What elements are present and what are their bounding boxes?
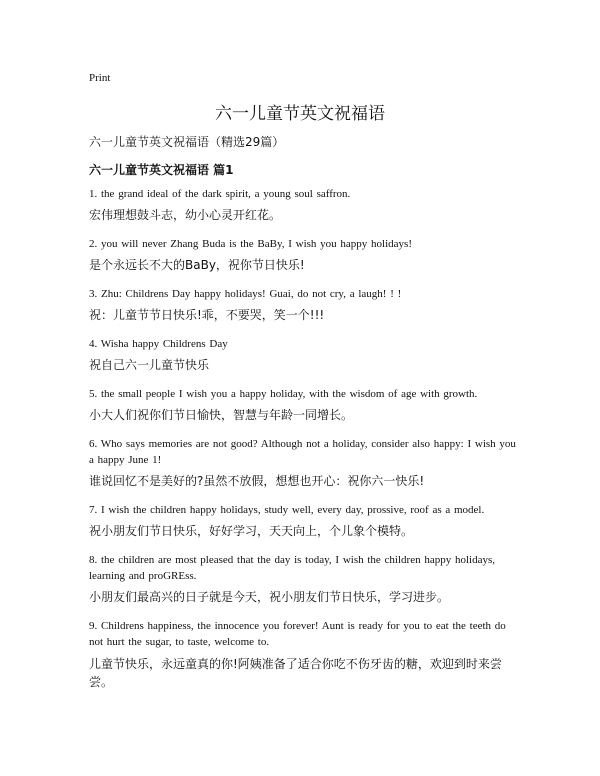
english-blessing: 1. the grand ideal of the dark spirit, a young soul saffron. xyxy=(89,188,351,200)
chinese-translation: 祝自己六一儿童节快乐 xyxy=(89,358,210,372)
list-item xyxy=(89,236,517,274)
blessing-list xyxy=(89,186,517,703)
english-blessing: 2. you will never Zhang Buda is the BaBy, I wish you happy holidays! xyxy=(89,238,412,250)
document-title: 六一儿童节英文祝福语 xyxy=(215,104,385,124)
list-item xyxy=(89,386,517,424)
chinese-translation: 小大人们祝你们节日愉快，智慧与年龄一同增长。 xyxy=(89,408,354,422)
print-label: Print xyxy=(89,72,111,84)
chinese-translation: 祝小朋友们节日快乐，好好学习，天天向上，个儿象个模特。 xyxy=(89,524,414,538)
chinese-translation: 是个永远长不大的BaBy，祝你节日快乐! xyxy=(89,258,305,272)
english-blessing: 5. the small people I wish you a happy holiday, with the wisdom of age with growth. xyxy=(89,388,478,400)
english-blessing: 6. Who says memories are not good? Although not a holiday, consider also happy: I wish you a happy June 1! xyxy=(89,438,516,466)
english-blessing: 9. Childrens happiness, the innocence you forever! Aunt is ready for you to eat the teeth do not hurt the sugar, to taste, welcome to. xyxy=(89,620,506,648)
list-item xyxy=(89,186,517,224)
list-item xyxy=(89,502,517,540)
english-blessing: 7. I wish the children happy holidays, study well, every day, prossive, roof as a model. xyxy=(89,504,485,516)
list-item xyxy=(89,336,517,374)
chinese-translation: 谁说回忆不是美好的?虽然不放假，想想也开心：祝你六一快乐! xyxy=(89,474,425,488)
chinese-translation: 祝：儿童节节日快乐!乖，不要哭，笑一个!!! xyxy=(89,308,325,322)
english-blessing: 3. Zhu: Childrens Day happy holidays! Guai, do not cry, a laugh! ! ! xyxy=(89,288,402,300)
list-item xyxy=(89,286,517,324)
list-item xyxy=(89,618,517,691)
list-item xyxy=(89,436,517,490)
chinese-translation: 儿童节快乐，永远童真的你!阿姨准备了适合你吃不伤牙齿的糖，欢迎到时来尝尝。 xyxy=(89,657,502,689)
section-heading: 六一儿童节英文祝福语 篇1 xyxy=(89,163,234,177)
english-blessing: 8. the children are most pleased that the day is today, I wish the children happy holidays, learning and proGREss. xyxy=(89,554,495,582)
document-subtitle: 六一儿童节英文祝福语（精选29篇） xyxy=(89,135,285,149)
list-item xyxy=(89,552,517,606)
chinese-translation: 宏伟理想鼓斗志，幼小心灵开红花。 xyxy=(89,208,282,222)
chinese-translation: 小朋友们最高兴的日子就是今天，祝小朋友们节日快乐，学习进步。 xyxy=(89,590,450,604)
english-blessing: 4. Wisha happy Childrens Day xyxy=(89,338,228,350)
